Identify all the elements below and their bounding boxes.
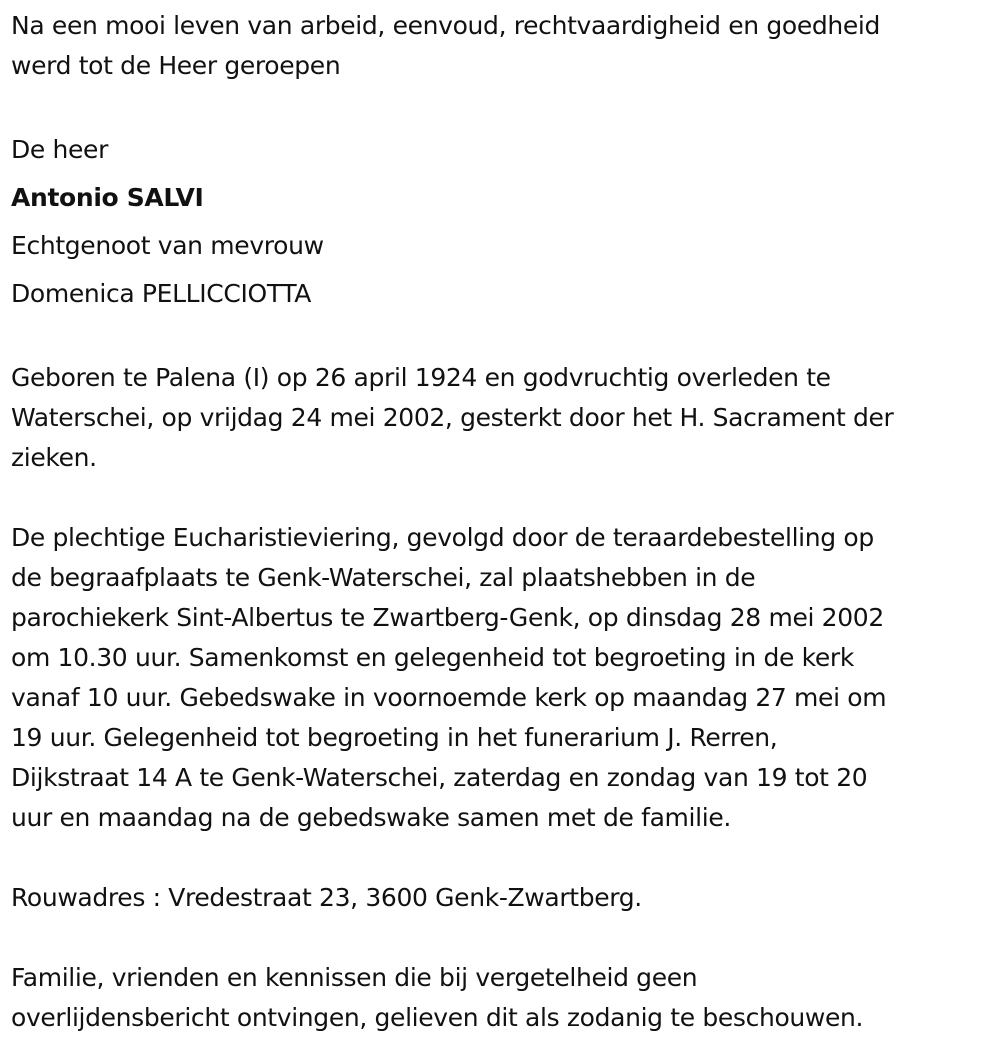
paragraph-line: 19 uur. Gelegenheid tot begroeting in het funerarium J. Rerren,: [11, 723, 778, 752]
birth-death-paragraph: [11, 358, 996, 478]
paragraph-line: overlijdensbericht ontvingen, gelieven dit als zodanig te beschouwen.: [11, 1003, 864, 1032]
paragraph-line: vanaf 10 uur. Gebedswake in voornoemde kerk op maandag 27 mei om: [11, 683, 887, 712]
spouse-name: Domenica PELLICCIOTTA: [11, 279, 312, 308]
paragraph-line: zieken.: [11, 443, 97, 472]
intro-line: werd tot de Heer geroepen: [11, 51, 341, 80]
deceased-name: Antonio SALVI: [11, 183, 204, 212]
ceremony-paragraph: [11, 518, 996, 838]
paragraph-line: Waterschei, op vrijdag 24 mei 2002, gesterkt door het H. Sacrament der: [11, 403, 894, 432]
paragraph-line: uur en maandag na de gebedswake samen met de familie.: [11, 803, 731, 832]
paragraph-line: Familie, vrienden en kennissen die bij vergetelheid geen: [11, 963, 698, 992]
paragraph-spacer: [11, 86, 996, 126]
paragraph-line: de begraafplaats te Genk-Waterschei, zal plaatshebben in de: [11, 563, 756, 592]
paragraph-spacer: [11, 478, 996, 518]
paragraph-line: parochiekerk Sint-Albertus te Zwartberg-Genk, op dinsdag 28 mei 2002: [11, 603, 884, 632]
paragraph-line: Geboren te Palena (I) op 26 april 1924 en godvruchtig overleden te: [11, 363, 831, 392]
closing-paragraph: [11, 958, 996, 1038]
name-block: [11, 126, 996, 318]
paragraph-spacer: [11, 918, 996, 958]
death-notice: [11, 6, 996, 1038]
paragraph-line: De plechtige Eucharistieviering, gevolgd door de teraardebestelling op: [11, 523, 874, 552]
mourning-address: Rouwadres : Vredestraat 23, 3600 Genk-Zwartberg.: [11, 883, 642, 912]
paragraph-line: om 10.30 uur. Samenkomst en gelegenheid tot begroeting in de kerk: [11, 643, 854, 672]
paragraph-line: Dijkstraat 14 A te Genk-Waterschei, zaterdag en zondag van 19 tot 20: [11, 763, 868, 792]
spouse-label: Echtgenoot van mevrouw: [11, 231, 324, 260]
intro-line: Na een mooi leven van arbeid, eenvoud, rechtvaardigheid en goedheid: [11, 11, 881, 40]
paragraph-spacer: [11, 318, 996, 358]
paragraph-spacer: [11, 838, 996, 878]
salutation: De heer: [11, 135, 109, 164]
intro-paragraph: [11, 6, 996, 86]
